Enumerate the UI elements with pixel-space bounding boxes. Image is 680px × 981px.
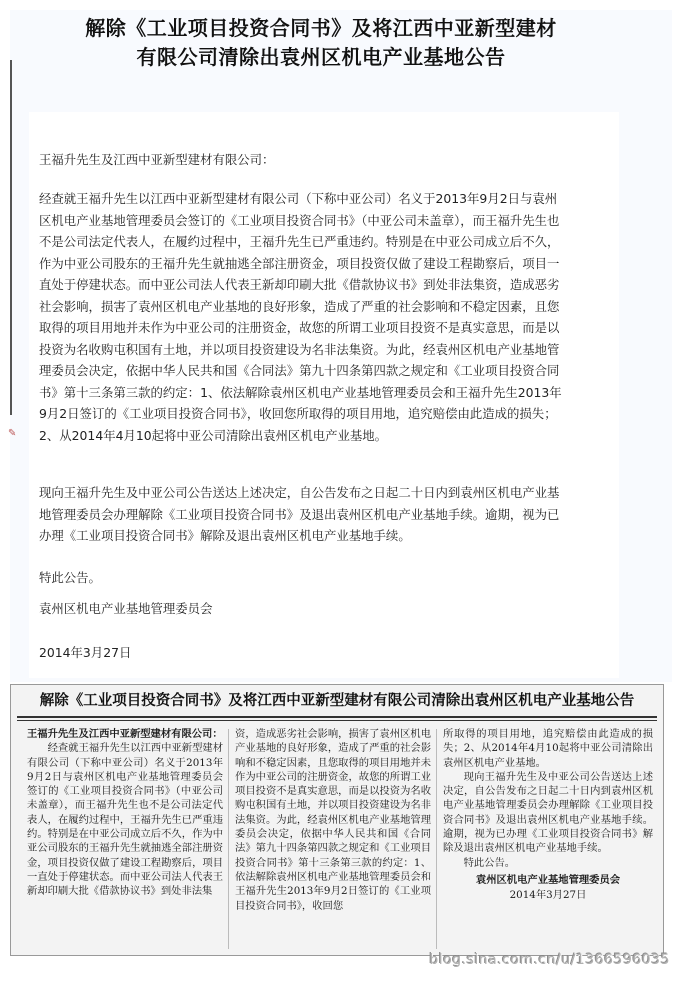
notice-signature: 袁州区机电产业基地管理委员会 [39, 601, 213, 616]
clipping-col3-closing: 特此公告。 [463, 856, 516, 869]
clipping-col3-text: 所取得的项目用地，追究赔偿由此造成的损失；2、从2014年4月10起将中亚公司清除出袁州区机电产业基地。 [443, 728, 653, 769]
clipping-column-1 [27, 727, 223, 899]
notice-paragraph-decision: 经查就王福升先生以江西中亚新型建材有限公司（下称中亚公司）名义于2013年9月2日与袁州区机电产业基地管理委员会签订的《工业项目投资合同书》（中亚公司未盖章），而王福升先生也不是公司法定代表人，在履约过程中，王福升先生已严重违约。特别是在中亚公司成立后不久，作为中亚公司股东的王福升先生就抽逃全部注册资金，项目投资仅做了建设工程勘察后，项目一直处于停建状态。而中亚公司法人代表王新却印刷大批《借款协议书》到处非法集资，造成恶劣社会影响，损害了袁州区机电产业基地的良好形象，造成了严重的社会影响和不稳定因素，且您取得的项目用地并未作为中亚公司的注册资金，故您的所谓工业项目投资不是真实意思，而是以投资为名收购屯积国有土地，并以项目投资建设为名非法集资。为此，经袁州区机电产业基地管理委员会决定，依据中华人民共和国《合同法》第九十四条第四款之规定和《工业项目投资合同书》第十三条第三款的约定：1、依法解除袁州区机电产业基地管理委员会和王福升先生2013年9月2日签订的《工业项目投资合同书》，收回您所取得的项目用地，追究赔偿由此造成的损失；2、从2014年4月10起将中亚公司清除出袁州区机电产业基地。 [39, 191, 562, 443]
notice-closing: 特此公告。 [39, 570, 101, 585]
clipping-salutation: 王福升先生及江西中亚新型建材有限公司： [27, 728, 223, 740]
notice-salutation: 王福升先生及江西中亚新型建材有限公司： [39, 152, 275, 167]
column-divider [228, 729, 229, 949]
clipping-col2-text: 资，造成恶劣社会影响，损害了袁州区机电产业基地的良好形象，造成了严重的社会影响和不稳定因素，且您取得的项目用地并未作为中亚公司的注册资金，故您的所谓工业项目投资不是真实意思，而是以投资为名收购屯积国有土地，并以项目投资建设为名非法集资。为此，经袁州区机电产业基地管理委员会决定，依据中华人民共和国《合同法》第九十四条第四款之规定和《工业项目投资合同书》第十三条第三款的约定：1、依法解除袁州区机电产业基地管理委员会和王福升先生2013年9月2日签订的《工业项目投资合同书》，收回您 [235, 728, 431, 912]
blog-watermark: blog.sina.com.cn/u/1366596035 [429, 952, 670, 968]
side-mark-icon: ✎ [8, 428, 17, 439]
notice-title [12, 14, 666, 72]
margin-rule [10, 60, 12, 415]
notice-title-line1: 解除《工业项目投资合同书》及将江西中亚新型建材 [85, 16, 557, 40]
clipping-signature: 袁州区机电产业基地管理委员会 [475, 873, 621, 886]
clipping-title: 解除《工业项目投资合同书》及将江西中亚新型建材有限公司清除出袁州区机电产业基地公告 [39, 693, 635, 709]
notice-date: 2014年3月27日 [39, 645, 132, 660]
clipping-date: 2014年3月27日 [509, 889, 587, 902]
notice-body-card [29, 112, 619, 678]
notice-title-line2: 有限公司清除出袁州区机电产业基地公告 [136, 45, 506, 69]
clipping-column-3 [443, 727, 653, 903]
column-divider [436, 729, 437, 949]
clipping-column-2 [235, 727, 431, 913]
clipping-col1-text: 经查就王福升先生以江西中亚新型建材有限公司（下称中亚公司）名义于2013年9月2日与袁州区机电产业基地管理委员会签订的《工业项目投资合同书》（中亚公司未盖章），而王福升先生也不是公司法定代表人，在履约过程中，王福升先生已严重违约。特别是在中亚公司成立后不久，作为中亚公司股东的王福升先生就抽逃全部注册资金，项目投资仅做了建设工程勘察后，项目一直处于停建状态。而中亚公司法人代表王新却印刷大批《借款协议书》到处非法集 [27, 742, 223, 898]
clipping-rule-top [17, 716, 657, 718]
notice-paragraph-delivery: 现向王福升先生及中亚公司公告送达上述决定，自公告发布之日起二十日内到袁州区机电产业基地管理委员会办理解除《工业项目投资合同书》及退出袁州区机电产业基地手续。逾期，视为已办理《工业项目投资合同书》解除及退出袁州区机电产业基地手续。 [39, 485, 560, 543]
newspaper-clipping [10, 684, 664, 956]
clipping-col3-delivery: 现向王福升先生及中亚公司公告送达上述决定，自公告发布之日起二十日内到袁州区机电产业基地管理委员会办理解除《工业项目投资合同书》及退出袁州区机电产业基地手续。逾期，视为已办理《工业项目投资合同书》解除及退出袁州区机电产业基地手续。 [443, 770, 653, 855]
clipping-rule-thin [17, 720, 657, 721]
